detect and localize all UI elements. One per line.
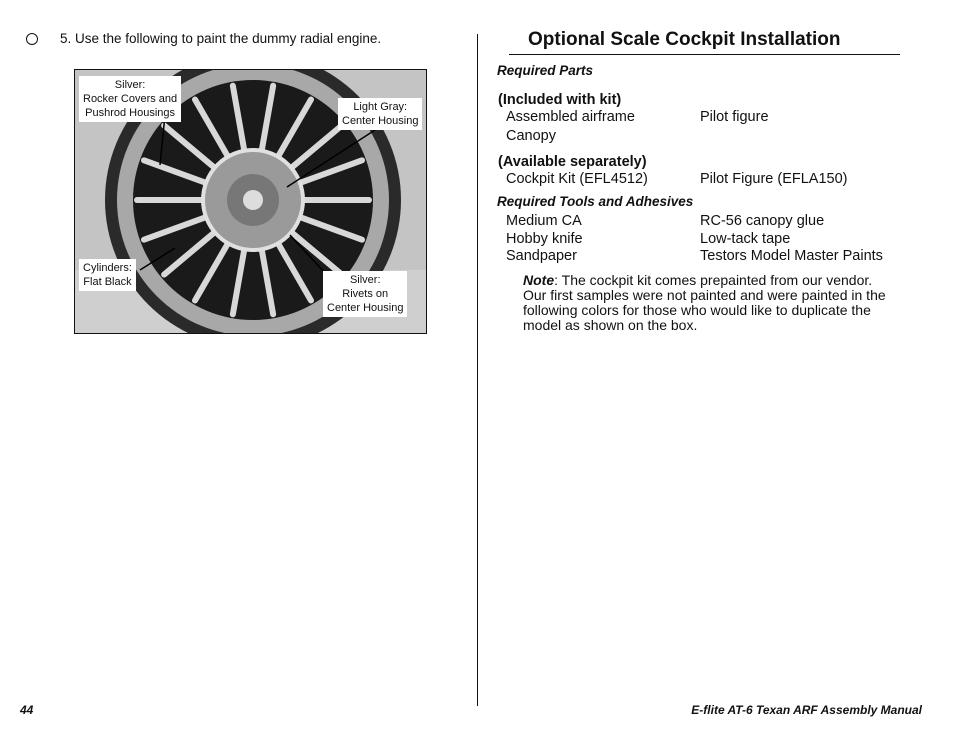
callout-center-housing: Light Gray: Center Housing (338, 98, 422, 130)
tool-item: Medium CA (506, 213, 582, 229)
included-label: (Included with kit) (498, 92, 622, 108)
engine-photo (74, 69, 427, 334)
callout-cylinders: Cylinders: Flat Black (79, 259, 136, 291)
step-5 (26, 31, 381, 46)
available-item: Cockpit Kit (EFL4512) (506, 171, 648, 187)
section-heading: Optional Scale Cockpit Installation (528, 29, 841, 50)
note-label: Note (523, 272, 555, 288)
step-checkbox[interactable] (26, 33, 38, 45)
available-label: (Available separately) (498, 154, 647, 170)
tool-item: Testors Model Master Paints (700, 248, 883, 264)
included-item: Pilot figure (700, 109, 769, 125)
manual-title: E-flite AT-6 Texan ARF Assembly Manual (691, 703, 922, 717)
page-number: 44 (20, 703, 34, 717)
tools-heading: Required Tools and Adhesives (497, 194, 694, 209)
column-divider (477, 34, 478, 706)
callout-rocker-covers: Silver: Rocker Covers and Pushrod Housings (79, 76, 181, 122)
callout-rivets: Silver: Rivets on Center Housing (323, 271, 407, 317)
required-parts-heading: Required Parts (497, 63, 594, 78)
included-item: Canopy (506, 128, 556, 144)
note-paragraph (523, 273, 898, 333)
heading-rule (509, 54, 900, 55)
tool-item: RC-56 canopy glue (700, 213, 825, 229)
step-text: 5. Use the following to paint the dummy radial engine. (60, 31, 382, 46)
tool-item: Sandpaper (506, 248, 577, 264)
available-item: Pilot Figure (EFLA150) (700, 171, 848, 187)
included-item: Assembled airframe (506, 109, 635, 125)
tool-item: Low-tack tape (700, 231, 791, 247)
note-text: : The cockpit kit comes prepainted from our vendor. Our first samples were not painted and were painted in the following colors for those who would like to duplicate the model as shown on the box. (523, 272, 886, 333)
tool-item: Hobby knife (506, 231, 583, 247)
